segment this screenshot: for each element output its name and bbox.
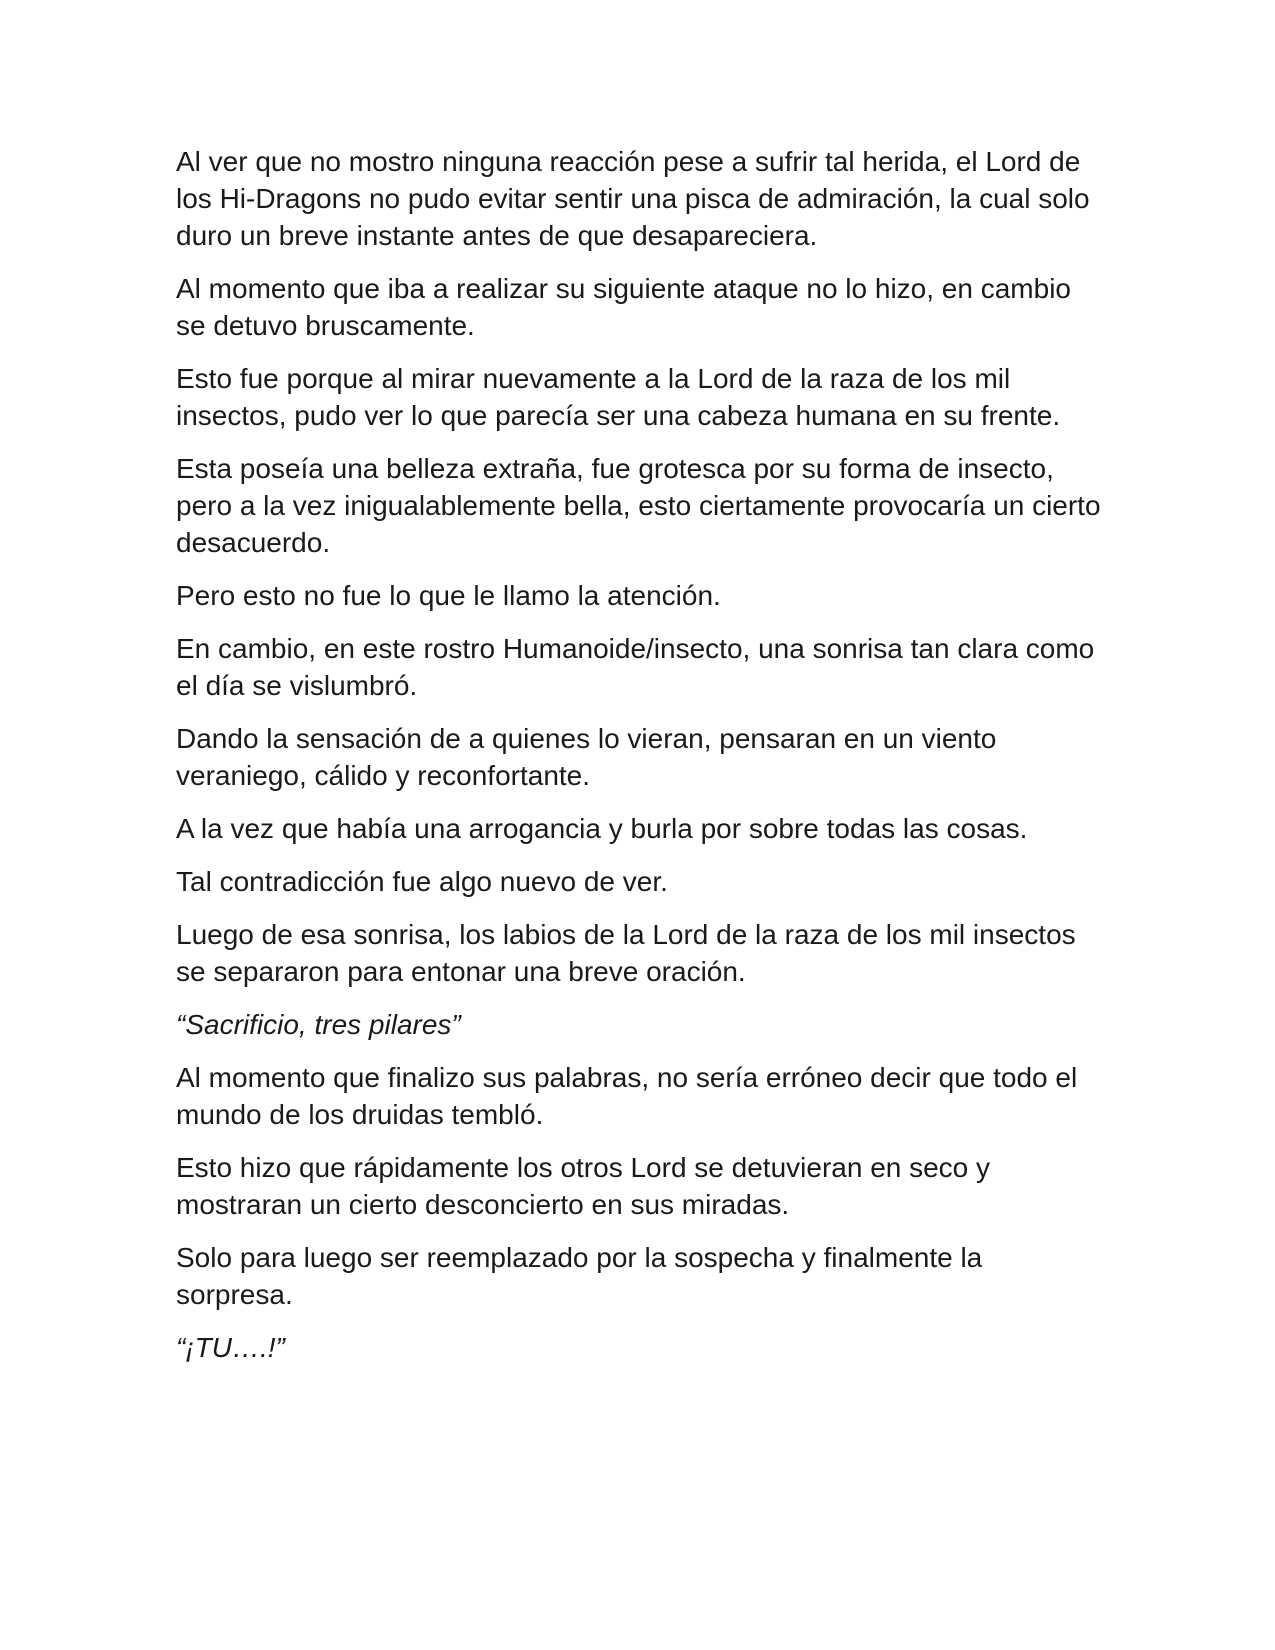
exclamation-quote: “¡TU….!” (176, 1332, 285, 1363)
paragraph-1: Al ver que no mostro ninguna reacción pese a sufrir tal herida, el Lord de los Hi-Dragons no pudo evitar sentir una pisca de admiración, la cual solo duro un breve instante antes de que desapareciera. (176, 146, 1090, 251)
paragraph-4: Esta poseía una belleza extraña, fue grotesca por su forma de insecto, pero a la vez inigualablemente bella, esto ciertamente provocaría un cierto desacuerdo. (176, 453, 1101, 558)
paragraph-14: Solo para luego ser reemplazado por la sospecha y finalmente la sorpresa. (176, 1242, 983, 1310)
paragraph-8: A la vez que había una arrogancia y burla por sobre todas las cosas. (176, 813, 1028, 844)
document-page (176, 143, 1101, 1382)
paragraph-10: Luego de esa sonrisa, los labios de la Lord de la raza de los mil insectos se separaron para entonar una breve oración. (176, 919, 1076, 987)
paragraph-12: Al momento que finalizo sus palabras, no sería erróneo decir que todo el mundo de los druidas tembló. (176, 1062, 1078, 1130)
paragraph-5: Pero esto no fue lo que le llamo la atención. (176, 580, 721, 611)
paragraph-7: Dando la sensación de a quienes lo vieran, pensaran en un viento veraniego, cálido y reconfortante. (176, 723, 997, 791)
incantation-quote: “Sacrificio, tres pilares” (176, 1009, 461, 1040)
paragraph-6: En cambio, en este rostro Humanoide/insecto, una sonrisa tan clara como el día se vislumbró. (176, 633, 1095, 701)
paragraph-3: Esto fue porque al mirar nuevamente a la Lord de la raza de los mil insectos, pudo ver lo que parecía ser una cabeza humana en su frente. (176, 363, 1061, 431)
paragraph-2: Al momento que iba a realizar su siguiente ataque no lo hizo, en cambio se detuvo bruscamente. (176, 273, 1071, 341)
paragraph-13: Esto hizo que rápidamente los otros Lord se detuvieran en seco y mostraran un cierto desconcierto en sus miradas. (176, 1152, 991, 1220)
paragraph-9: Tal contradicción fue algo nuevo de ver. (176, 866, 668, 897)
